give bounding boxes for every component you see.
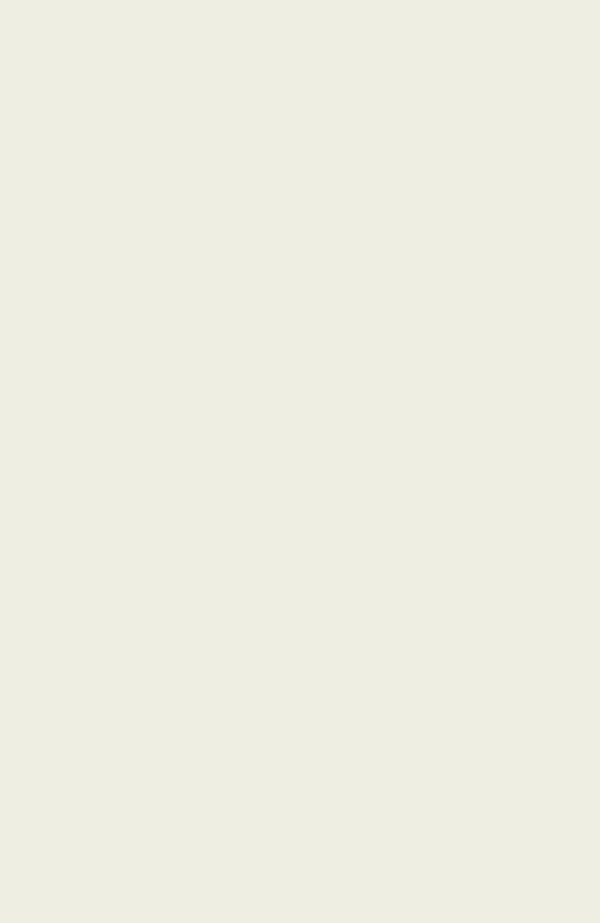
cloud-chamber-figure (413, 32, 526, 145)
alpha-tracks-icon (413, 32, 526, 145)
